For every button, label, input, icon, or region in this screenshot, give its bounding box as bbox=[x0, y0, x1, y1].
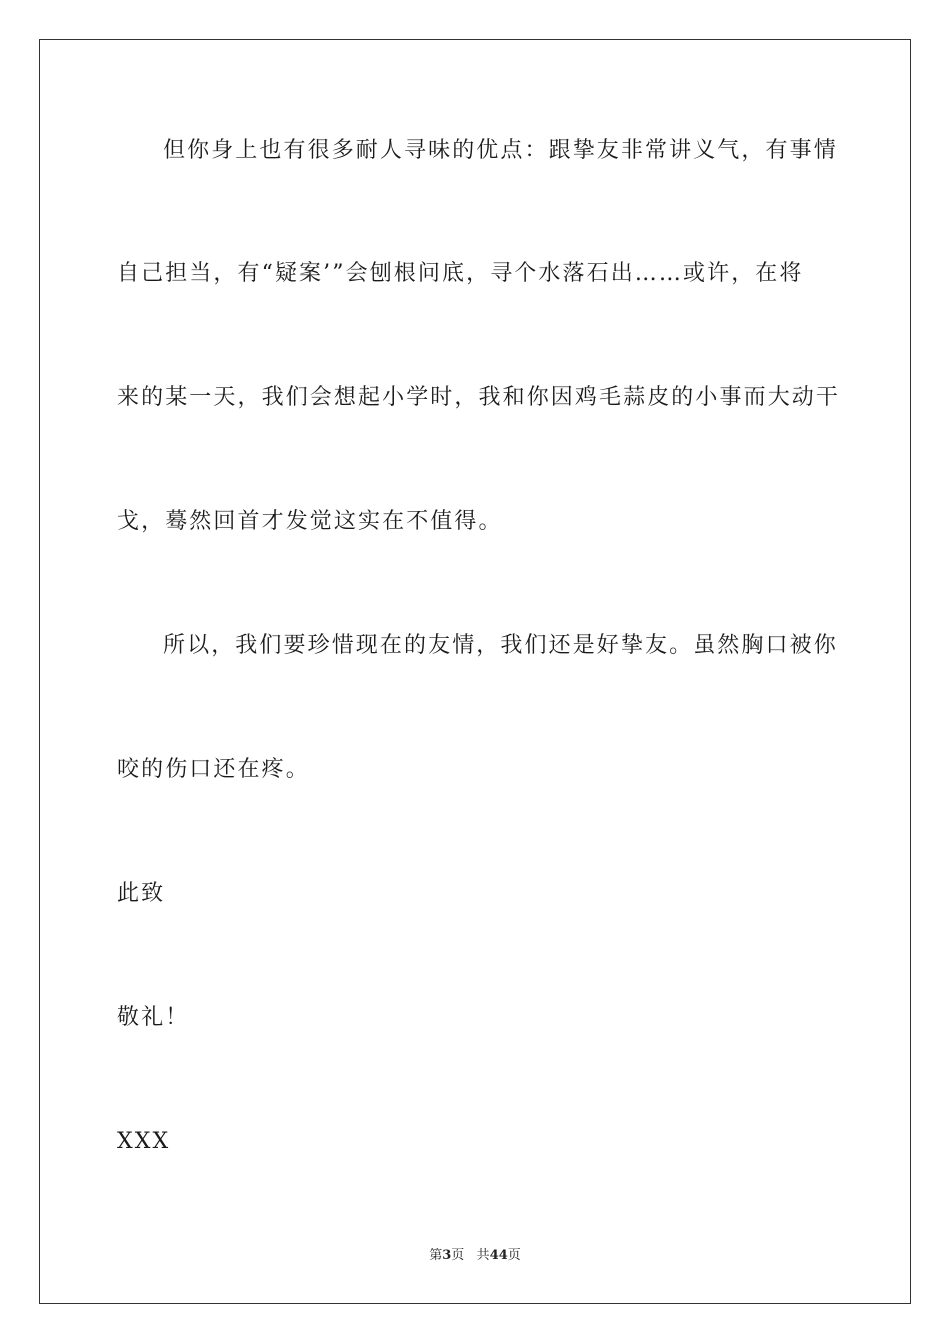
salute-text: 敬礼！ bbox=[117, 1005, 190, 1030]
paragraph-2-line-1: 所以，我们要珍惜现在的友情，我们还是好挚友。虽然胸口被你 bbox=[163, 633, 838, 658]
footer-total-suffix: 页 bbox=[507, 1248, 521, 1263]
signature-text: XXX bbox=[117, 1129, 171, 1154]
page-border bbox=[39, 39, 911, 1304]
footer-page-prefix: 第 bbox=[429, 1248, 443, 1263]
footer-page-number: 3 bbox=[442, 1248, 452, 1263]
paragraph-1-line-4: 戈，蓦然回首才发觉这实在不值得。 bbox=[117, 509, 503, 534]
page-footer bbox=[0, 1246, 950, 1266]
paragraph-1-line-2: 自己担当，有“疑案’”会刨根问底，寻个水落石出……或许，在将 bbox=[117, 261, 804, 286]
paragraph-1-line-3: 来的某一天，我们会想起小学时，我和你因鸡毛蒜皮的小事而大动干 bbox=[117, 385, 841, 410]
closing-text: 此致 bbox=[117, 881, 166, 906]
footer-total-prefix: 共 bbox=[476, 1248, 490, 1263]
paragraph-2-line-2: 咬的伤口还在疼。 bbox=[117, 757, 310, 782]
footer-page-suffix: 页 bbox=[451, 1248, 465, 1263]
paragraph-1-line-1: 但你身上也有很多耐人寻味的优点：跟挚友非常讲义气，有事情 bbox=[163, 138, 838, 163]
footer-total-pages: 44 bbox=[489, 1248, 508, 1263]
